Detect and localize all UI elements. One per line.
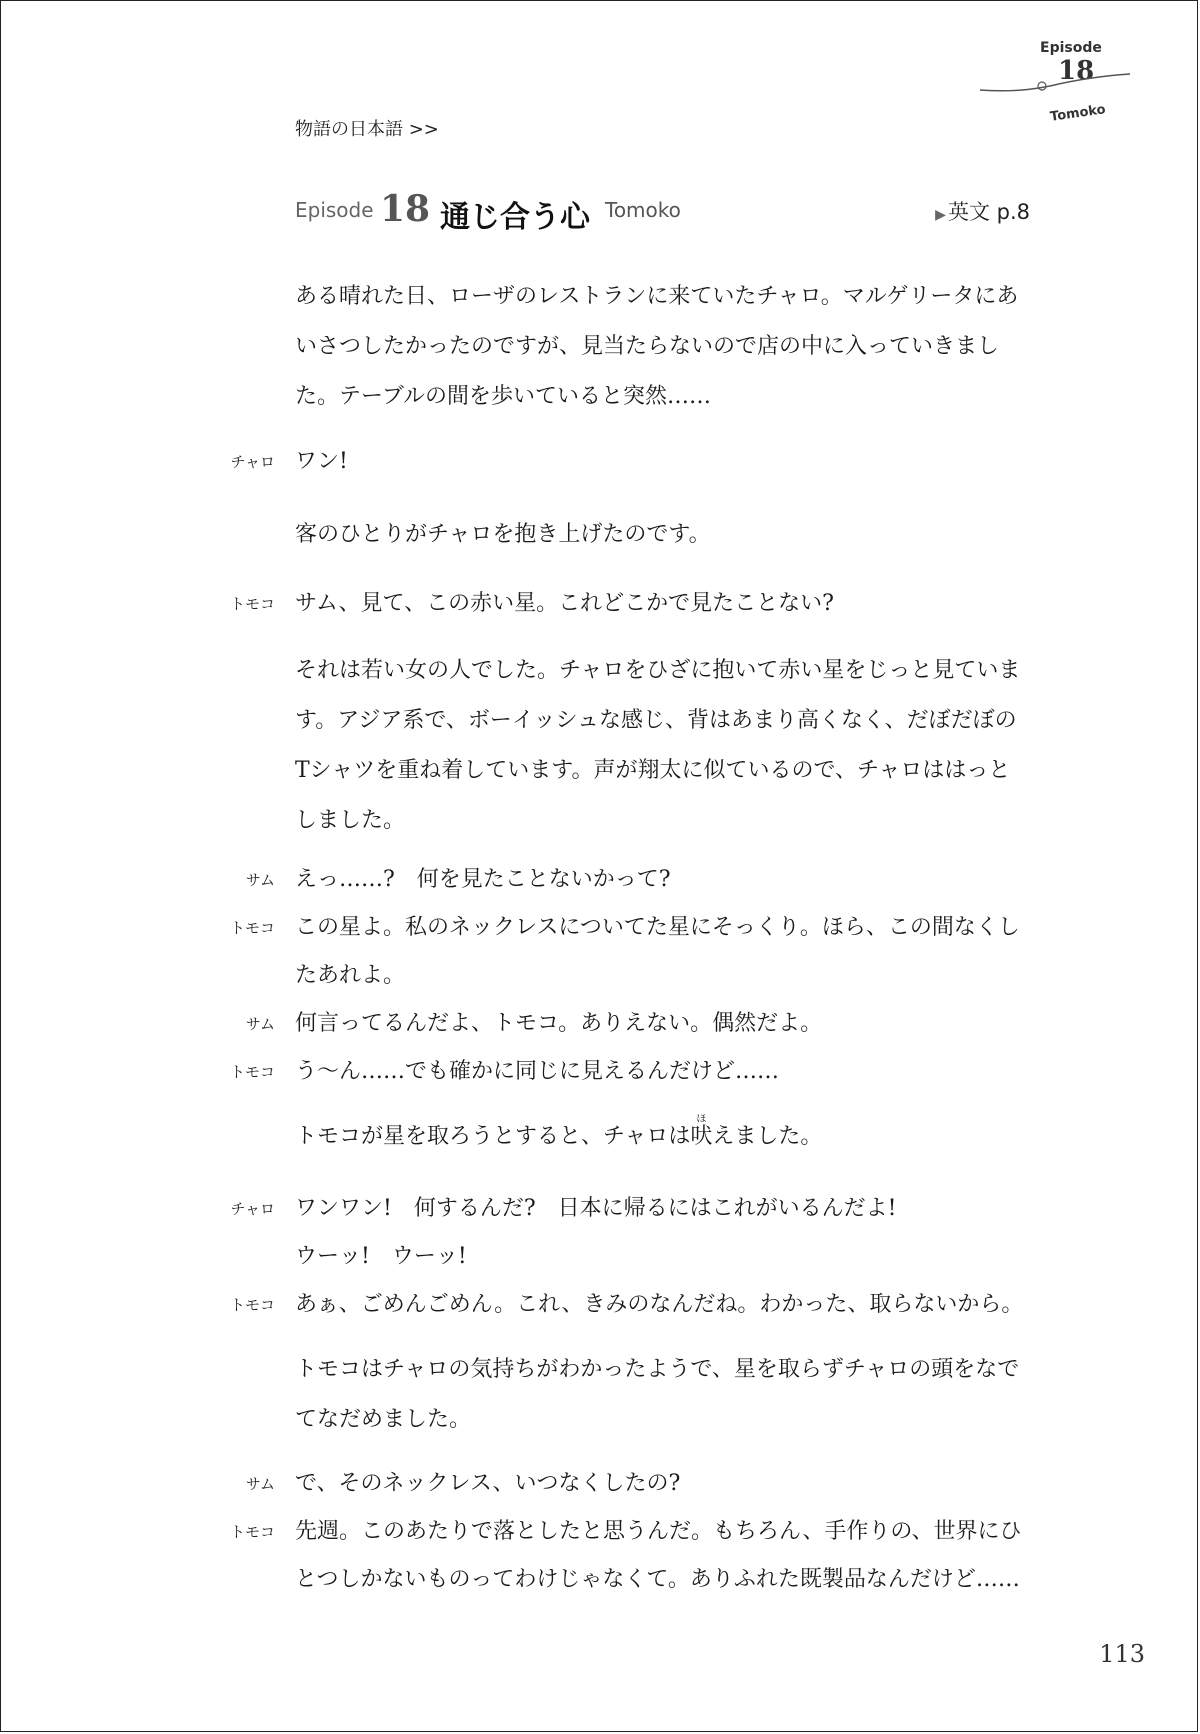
section-label: 物語の日本語 >> [295,119,439,140]
ruby-word [690,1114,713,1149]
page-number: 113 [1099,1640,1145,1668]
episode-corner-mark [980,40,1130,130]
speaker-label: トモコ [229,1063,275,1081]
episode-character: Tomoko [605,198,681,222]
dialogue-line [230,1185,1030,1233]
speaker-label: チャロ [230,1200,275,1218]
episode-title: 通じ合う心 [440,200,590,235]
corner-swoosh-icon [980,70,1130,110]
dialogue-text: う〜ん……でも確かに同じに見えるんだけど…… [295,1059,780,1084]
narration-paragraph: ある晴れた日、ローザのレストランに来ていたチャロ。マルゲリータにあいさつしたかったのですが、見当たらないので店の中に入っていきました。テーブルの間を歩いていると突然…… [295,284,1019,409]
dialogue-line [229,580,1030,628]
speaker-label: トモコ [229,919,275,937]
speaker-label: チャロ [230,453,275,471]
episode-label: Episode [295,198,374,222]
narration-text-before: トモコが星を取ろうとすると、チャロは [295,1124,691,1149]
speaker-label: サム [245,1475,275,1493]
dialogue-line [229,1281,1030,1329]
dialogue-text: ワンワン! 何するんだ? 日本に帰るにはこれがいるんだよ! [295,1196,897,1221]
dialogue-text: サム、見て、この赤い星。これどこかで見たことない? [295,591,834,616]
dialogue-line [245,1000,1030,1048]
english-text-reference[interactable] [935,196,1030,226]
dialogue-line [230,438,1030,486]
ruby-base: 吠 [690,1124,713,1149]
narration-text-after: えました。 [712,1124,823,1149]
narration-paragraph [295,1112,1030,1162]
arrow-right-icon: ▶ [935,207,946,223]
dialogue-text: で、そのネックレス、いつなくしたの? [295,1471,681,1496]
dialogue-line [229,904,1030,1000]
dialogue-text: ワン! [295,449,348,474]
speaker-label: サム [245,1015,275,1033]
corner-character-name: Tomoko [1049,102,1107,125]
dialogue-text: あぁ、ごめんごめん。これ、きみのなんだね。わかった、取らないから。 [295,1292,1024,1317]
dialogue-line [229,1048,1030,1096]
corner-episode-label: Episode [1040,40,1102,56]
narration-paragraph: 客のひとりがチャロを抱き上げたのです。 [295,522,711,547]
speaker-label: サム [245,871,275,889]
episode-header [295,188,1030,235]
narration-paragraph: トモコはチャロの気持ちがわかったようで、星を取らずチャロの頭をなでてなだめました。 [295,1357,1020,1432]
dialogue-line [245,856,1030,904]
dialogue-text: ウーッ! ウーッ! [295,1244,467,1269]
dialogue-line [229,1508,1030,1604]
dialogue-text: この星よ。私のネックレスについてた星にそっくり。ほら、この間なくしたあれよ。 [295,915,1020,988]
dialogue-text: 先週。このあたりで落としたと思うんだ。もちろん、手作りの、世界にひとつしかないものってわけじゃなくて。ありふれた既製品なんだけど…… [295,1519,1022,1592]
dialogue-text: えっ……? 何を見たことないかって? [295,867,671,892]
episode-number: 18 [380,188,431,230]
narration-paragraph: それは若い女の人でした。チャロをひざに抱いて赤い星をじっと見ています。アジア系で、ボーイッシュな感じ、背はあまり高くなく、だぼだぼのTシャツを重ね着しています。声が翔太に似ているので、チャロははっとしました。 [295,658,1021,833]
speaker-label: トモコ [229,595,275,613]
reference-label: 英文 p.8 [947,200,1030,224]
dialogue-line [295,1233,1030,1281]
corner-episode-number: 18 [1058,56,1095,86]
speaker-label: トモコ [229,1296,275,1314]
speaker-label: トモコ [229,1523,275,1541]
dialogue-line [245,1460,1030,1508]
dialogue-text: 何言ってるんだよ、トモコ。ありえない。偶然だよ。 [295,1011,823,1036]
ruby-reading: ほ [690,1114,713,1125]
